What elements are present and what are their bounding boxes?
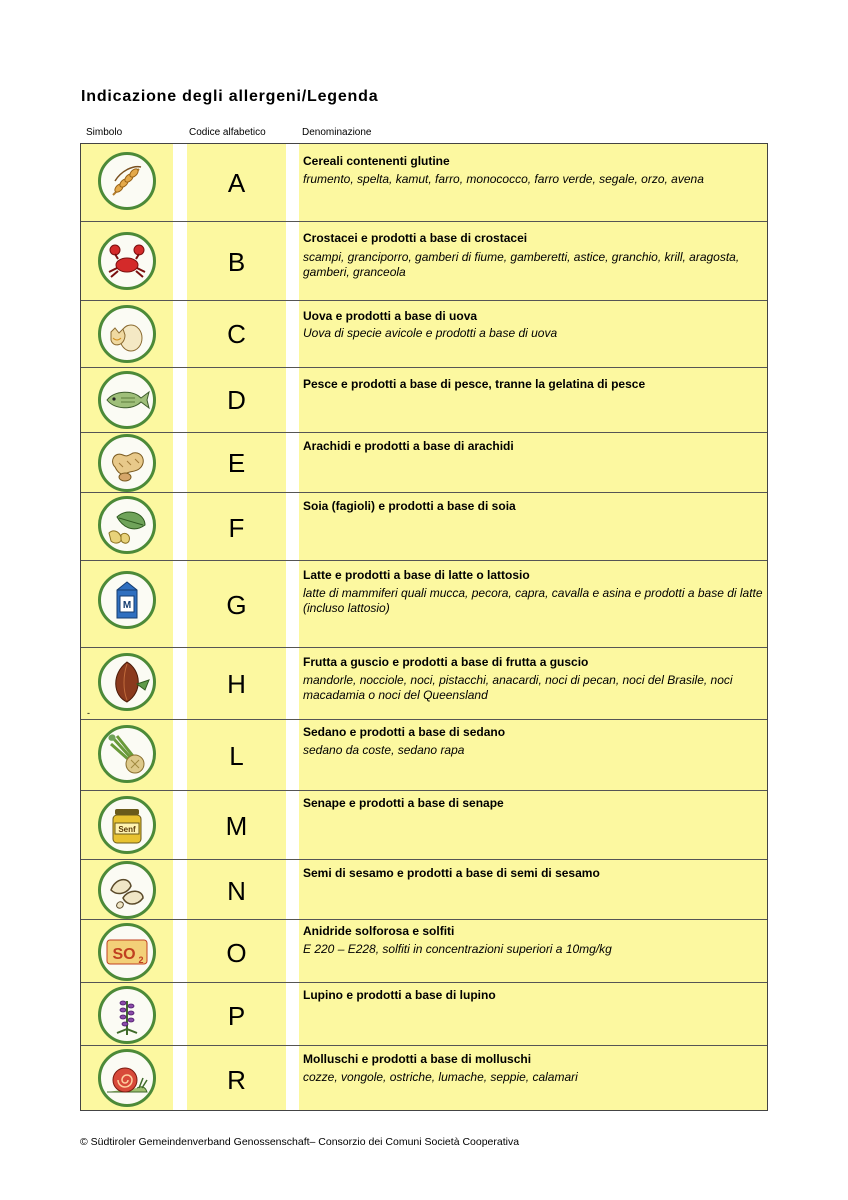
allergen-code: E (227, 448, 246, 478)
allergen-title: Senape e prodotti a base di senape (303, 796, 504, 810)
allergen-code: H (227, 669, 246, 699)
sesame-icon (98, 861, 156, 919)
table-row (81, 648, 767, 720)
allergen-description: scampi, granciporro, gamberi di fiume, gamberetti, astice, granchio, krill, aragosta, gamberi, granceola (303, 250, 740, 279)
table-row (81, 920, 767, 983)
table-row (81, 720, 767, 791)
allergen-title: Uova e prodotti a base di uova (303, 309, 478, 323)
allergen-description: frumento, spelta, kamut, farro, monococco, farro verde, segale, orzo, avena (303, 172, 704, 186)
allergen-title: Lupino e prodotti a base di lupino (303, 988, 496, 1002)
peanut-icon (98, 434, 156, 492)
mustard-label: Senf (118, 825, 136, 834)
table-row (81, 493, 767, 561)
allergen-title: Pesce e prodotti a base di pesce, tranne la gelatina di pesce (303, 377, 646, 391)
svg-text:M: M (122, 600, 132, 611)
stray-mark: - (87, 708, 90, 718)
allergen-title: Molluschi e prodotti a base di molluschi (303, 1052, 532, 1066)
sulphite-subscript: 2 (138, 955, 144, 965)
table-row (81, 791, 767, 860)
page-title: Indicazione degli allergeni/Legenda (81, 88, 379, 105)
allergen-title: Sedano e prodotti a base di sedano (303, 725, 506, 739)
mustard-icon (98, 796, 156, 854)
allergen-title: Crostacei e prodotti a base di crostacei (303, 231, 528, 245)
allergen-title: Semi di sesamo e prodotti a base di semi di sesamo (303, 866, 600, 880)
table-row (81, 222, 767, 301)
table-row (81, 433, 767, 493)
allergen-description: mandorle, nocciole, noci, pistacchi, anacardi, noci di pecan, noci del Brasile, noci macadamia o noci del Queensland (303, 673, 733, 702)
table-row (81, 1046, 767, 1110)
table-row (81, 860, 767, 920)
allergen-code: L (229, 741, 244, 771)
allergen-title: Soia (fagioli) e prodotti a base di soia (303, 499, 516, 513)
lupin-icon (98, 986, 156, 1044)
sulphite-icon (98, 923, 156, 981)
column-header-code: Codice alfabetico (189, 127, 266, 138)
allergen-code: F (228, 513, 245, 543)
nut-icon (98, 653, 156, 711)
allergen-code: A (227, 168, 246, 198)
allergen-code: B (227, 247, 246, 277)
allergen-code: G (226, 590, 247, 620)
allergen-description: Uova di specie avicole e prodotti a base di uova (303, 326, 558, 340)
allergen-code: O (226, 938, 247, 968)
fish-icon (98, 371, 156, 429)
allergen-code: N (227, 876, 246, 906)
allergen-description: E 220 – E228, solfiti in concentrazioni superiori a 10mg/kg (303, 942, 612, 956)
table-row (81, 561, 767, 648)
allergen-description: cozze, vongole, ostriche, lumache, seppie, calamari (303, 1070, 578, 1084)
allergen-code: P (227, 1001, 246, 1031)
allergen-description: sedano da coste, sedano rapa (303, 743, 465, 757)
allergen-title: Cereali contenenti glutine (303, 154, 450, 168)
allergen-code: M (225, 811, 248, 841)
allergen-code: C (227, 319, 246, 349)
column-header-name: Denominazione (302, 127, 372, 138)
soy-icon (98, 496, 156, 554)
allergen-description: latte di mammiferi quali mucca, pecora, capra, cavalla e asina e prodotti a base di latte (incluso lattosio) (303, 586, 763, 615)
allergen-title: Arachidi e prodotti a base di arachidi (303, 439, 514, 453)
mollusc-icon (98, 1049, 156, 1107)
crab-icon (98, 232, 156, 290)
allergen-title: Frutta a guscio e prodotti a base di frutta a guscio (303, 655, 589, 669)
column-header-symbol: Simbolo (86, 127, 123, 138)
allergen-code: R (227, 1065, 246, 1095)
allergen-table (80, 143, 768, 1111)
egg-icon (98, 305, 156, 363)
sulphite-label: SO (112, 946, 136, 963)
wheat-icon (98, 152, 156, 210)
milk-icon (98, 571, 156, 629)
table-row (81, 368, 767, 433)
table-row (81, 144, 767, 222)
allergen-title: Anidride solforosa e solfiti (303, 924, 455, 938)
table-row (81, 983, 767, 1046)
table-row (81, 301, 767, 368)
allergen-title: Latte e prodotti a base di latte o lattosio (303, 568, 530, 582)
footer-copyright: © Südtiroler Gemeindenverband Genossenschaft– Consorzio dei Comuni Società Cooperativa (80, 1136, 520, 1148)
celery-icon (98, 725, 156, 783)
allergen-code: D (227, 385, 246, 415)
